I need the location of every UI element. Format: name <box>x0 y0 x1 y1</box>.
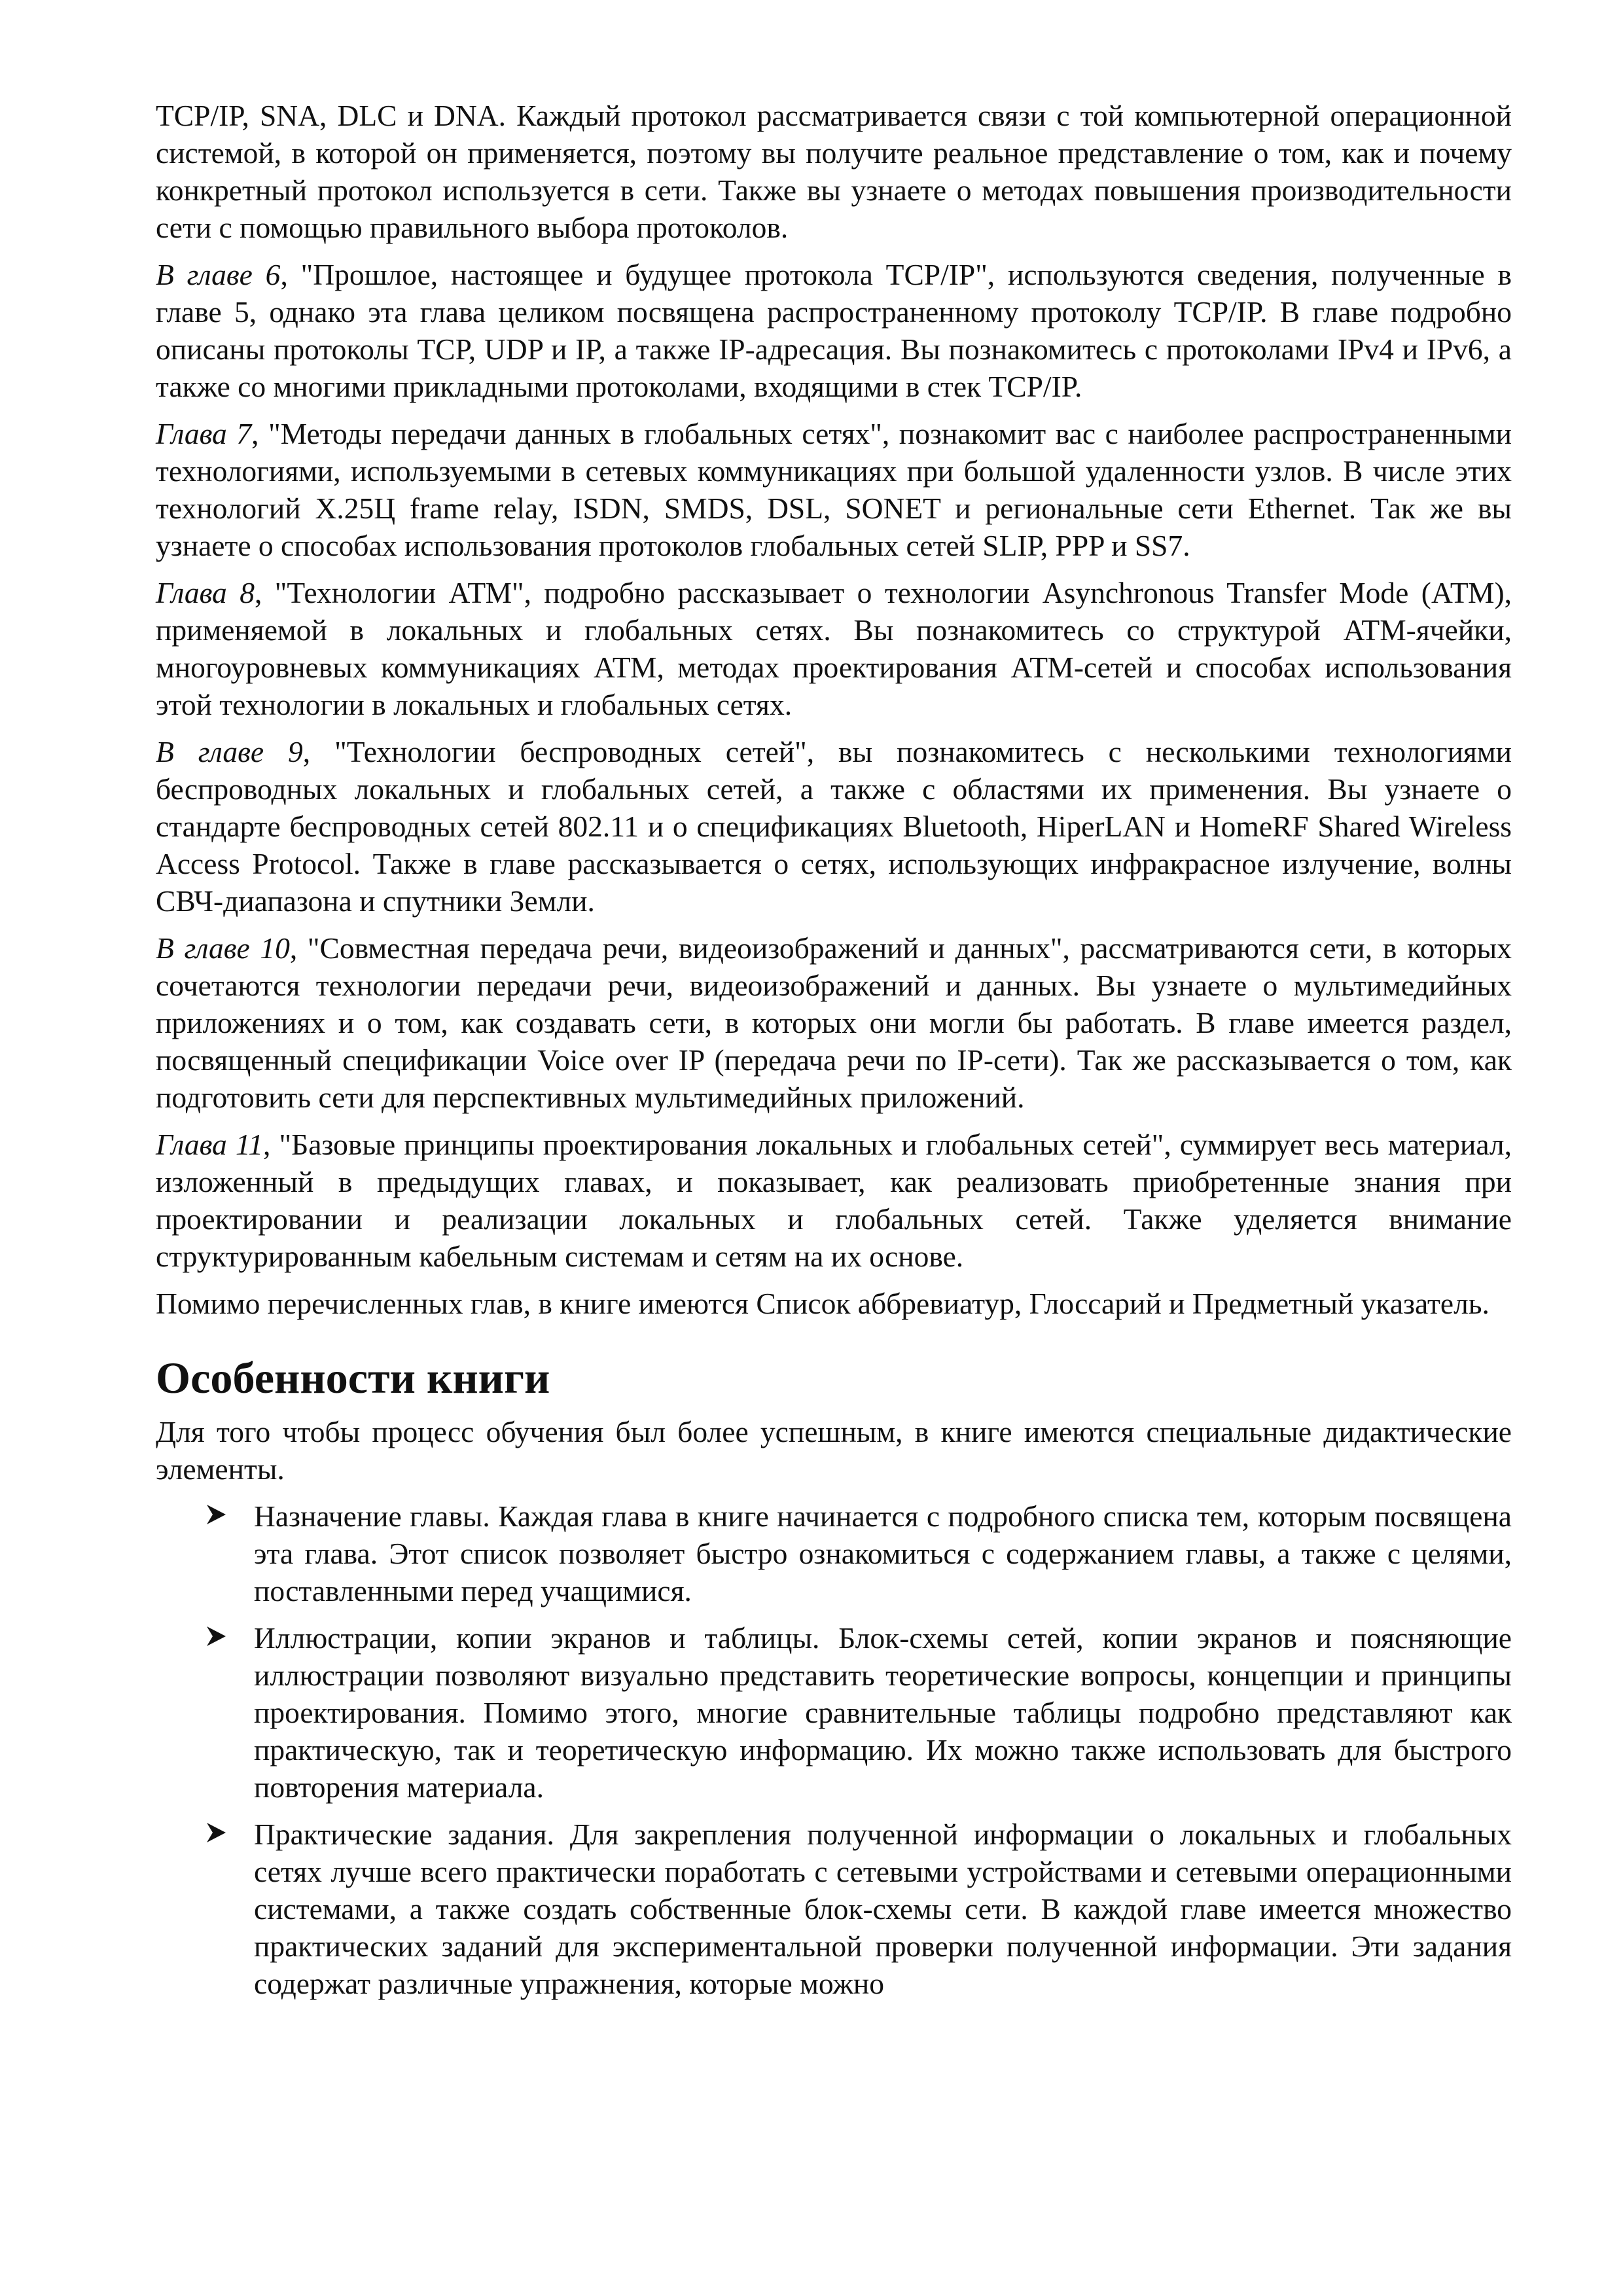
arrowhead-bullet-icon <box>204 1821 228 1844</box>
chapter-11-paragraph <box>156 1126 1512 1275</box>
features-intro-paragraph: Для того чтобы процесс обучения был более успешным, в книге имеются специальные дидактические элементы. <box>156 1415 1512 1486</box>
chapter-label: В главе 6 <box>156 258 281 291</box>
chapter-9-paragraph <box>156 733 1512 920</box>
chapter-description: , "Технологии беспроводных сетей", вы познакомитесь с несколькими технологиями беспроводных локальных и глобальных сетей, а также с областями их применения. Вы узнаете о стандарте беспроводных сетей 802.11 и о спецификациях Bluetooth, HiperLAN и HomeRF Shared Wireless Access Protocol. Также в главе рассказывается о сетях, использующих инфракрасное излучение, волны СВЧ-диапазона и спутники Земли. <box>156 735 1512 918</box>
chapter-description: , "Базовые принципы проектирования локальных и глобальных сетей", суммирует весь материал, изложенный в предыдущих главах, и показывает, как реализовать приобретенные знания при проектировании и реализации локальных и глобальных сетей. Также уделяется внимание структурированным кабельным системам и сетям на их основе. <box>156 1128 1512 1273</box>
chapter-label: Глава 7 <box>156 417 252 450</box>
chapter-label: Глава 8 <box>156 576 255 609</box>
chapter-description: , "Прошлое, настоящее и будущее протокола TCP/IP", используются сведения, полученные в главе 5, однако эта глава целиком посвящена распространенному протоколу TCP/IP. В главе подробно описаны протоколы TCP, UDP и IP, а также IP-адресация. Вы познакомитесь с протоколами IPv4 и IPv6, а также со многими прикладными протоколами, входящими в стек TCP/IP. <box>156 258 1512 403</box>
arrowhead-bullet-icon <box>204 1624 228 1648</box>
list-item-text: Иллюстрации, копии экранов и таблицы. Блок-схемы сетей, копии экранов и поясняющие иллюстрации позволяют визуально представить теоретические вопросы, концепции и принципы проектирования. Помимо этого, многие сравнительные таблицы подробно представляют как практическую, так и теоретическую информацию. Их можно также использовать для быстрого повторения материала. <box>254 1621 1512 1804</box>
intro-paragraph: TCP/IP, SNA, DLC и DNA. Каждый протокол рассматривается связи с той компьютерной операционной системой, в которой он применяется, поэтому вы получите реальное представление о том, как и почему конкретный протокол используется в сети. Также вы узнаете о методах повышения производительности сети с помощью правильного выбора протоколов. <box>156 99 1512 244</box>
chapter-description: , "Методы передачи данных в глобальных сетях", познакомит вас с наиболее распространенными технологиями, используемыми в сетевых коммуникациях при большой удаленности узлов. В числе этих технологий X.25Ц frame relay, ISDN, SMDS, DSL, SONET и региональные сети Ethernet. Так же вы узнаете о способах использования протоколов глобальных сетей SLIP, PPP и SS7. <box>156 417 1512 562</box>
chapter-label: Глава 11 <box>156 1128 264 1161</box>
features-list <box>156 1498 1512 2002</box>
chapter-label: В главе 10 <box>156 931 290 965</box>
list-item <box>156 1619 1512 1806</box>
chapter-label: В главе 9 <box>156 735 303 768</box>
document-page <box>156 97 1512 2012</box>
list-item-text: Назначение главы. Каждая глава в книге начинается с подробного списка тем, которым посвящена эта глава. Этот список позволяет быстро ознакомиться с содержанием главы, а также с целями, поставленными перед учащимися. <box>254 1499 1512 1607</box>
chapter-10-paragraph <box>156 929 1512 1116</box>
chapter-7-paragraph <box>156 415 1512 564</box>
list-item <box>156 1816 1512 2002</box>
summary-paragraph: Помимо перечисленных глав, в книге имеются Список аббревиатур, Глоссарий и Предметный указатель. <box>156 1287 1489 1320</box>
list-item-text: Практические задания. Для закрепления полученной информации о локальных и глобальных сетях лучше всего практически поработать с сетевыми устройствами и сетевыми операционными системами, а также создать собственные блок-схемы сети. В каждой главе имеется множество практических заданий для экспериментальной проверки полученной информации. Эти задания содержат различные упражнения, которые можно <box>254 1818 1512 2000</box>
chapter-description: , "Совместная передача речи, видеоизображений и данных", рассматриваются сети, в которых сочетаются технологии передачи речи, видеоизображений и данных. Вы узнаете о мультимедийных приложениях и о том, как создавать сети, в которых они могли бы работать. В главе имеется раздел, посвященный спецификации Voice over IP (передача речи по IP-сети). Так же рассказывается о том, как подготовить сети для перспективных мультимедийных приложений. <box>156 931 1512 1114</box>
section-heading: Особенности книги <box>156 1353 550 1403</box>
chapter-6-paragraph <box>156 256 1512 405</box>
chapter-description: , "Технологии АТМ", подробно рассказывает о технологии Asynchronous Transfer Mode (АТМ), применяемой в локальных и глобальных сетях. Вы познакомитесь со структурой ATM-ячейки, многоуровневых коммуникациях АТМ, методах проектирования АТМ-сетей и способах использования этой технологии в локальных и глобальных сетях. <box>156 576 1512 721</box>
arrowhead-bullet-icon <box>204 1503 228 1526</box>
chapter-8-paragraph <box>156 574 1512 723</box>
list-item <box>156 1498 1512 1609</box>
